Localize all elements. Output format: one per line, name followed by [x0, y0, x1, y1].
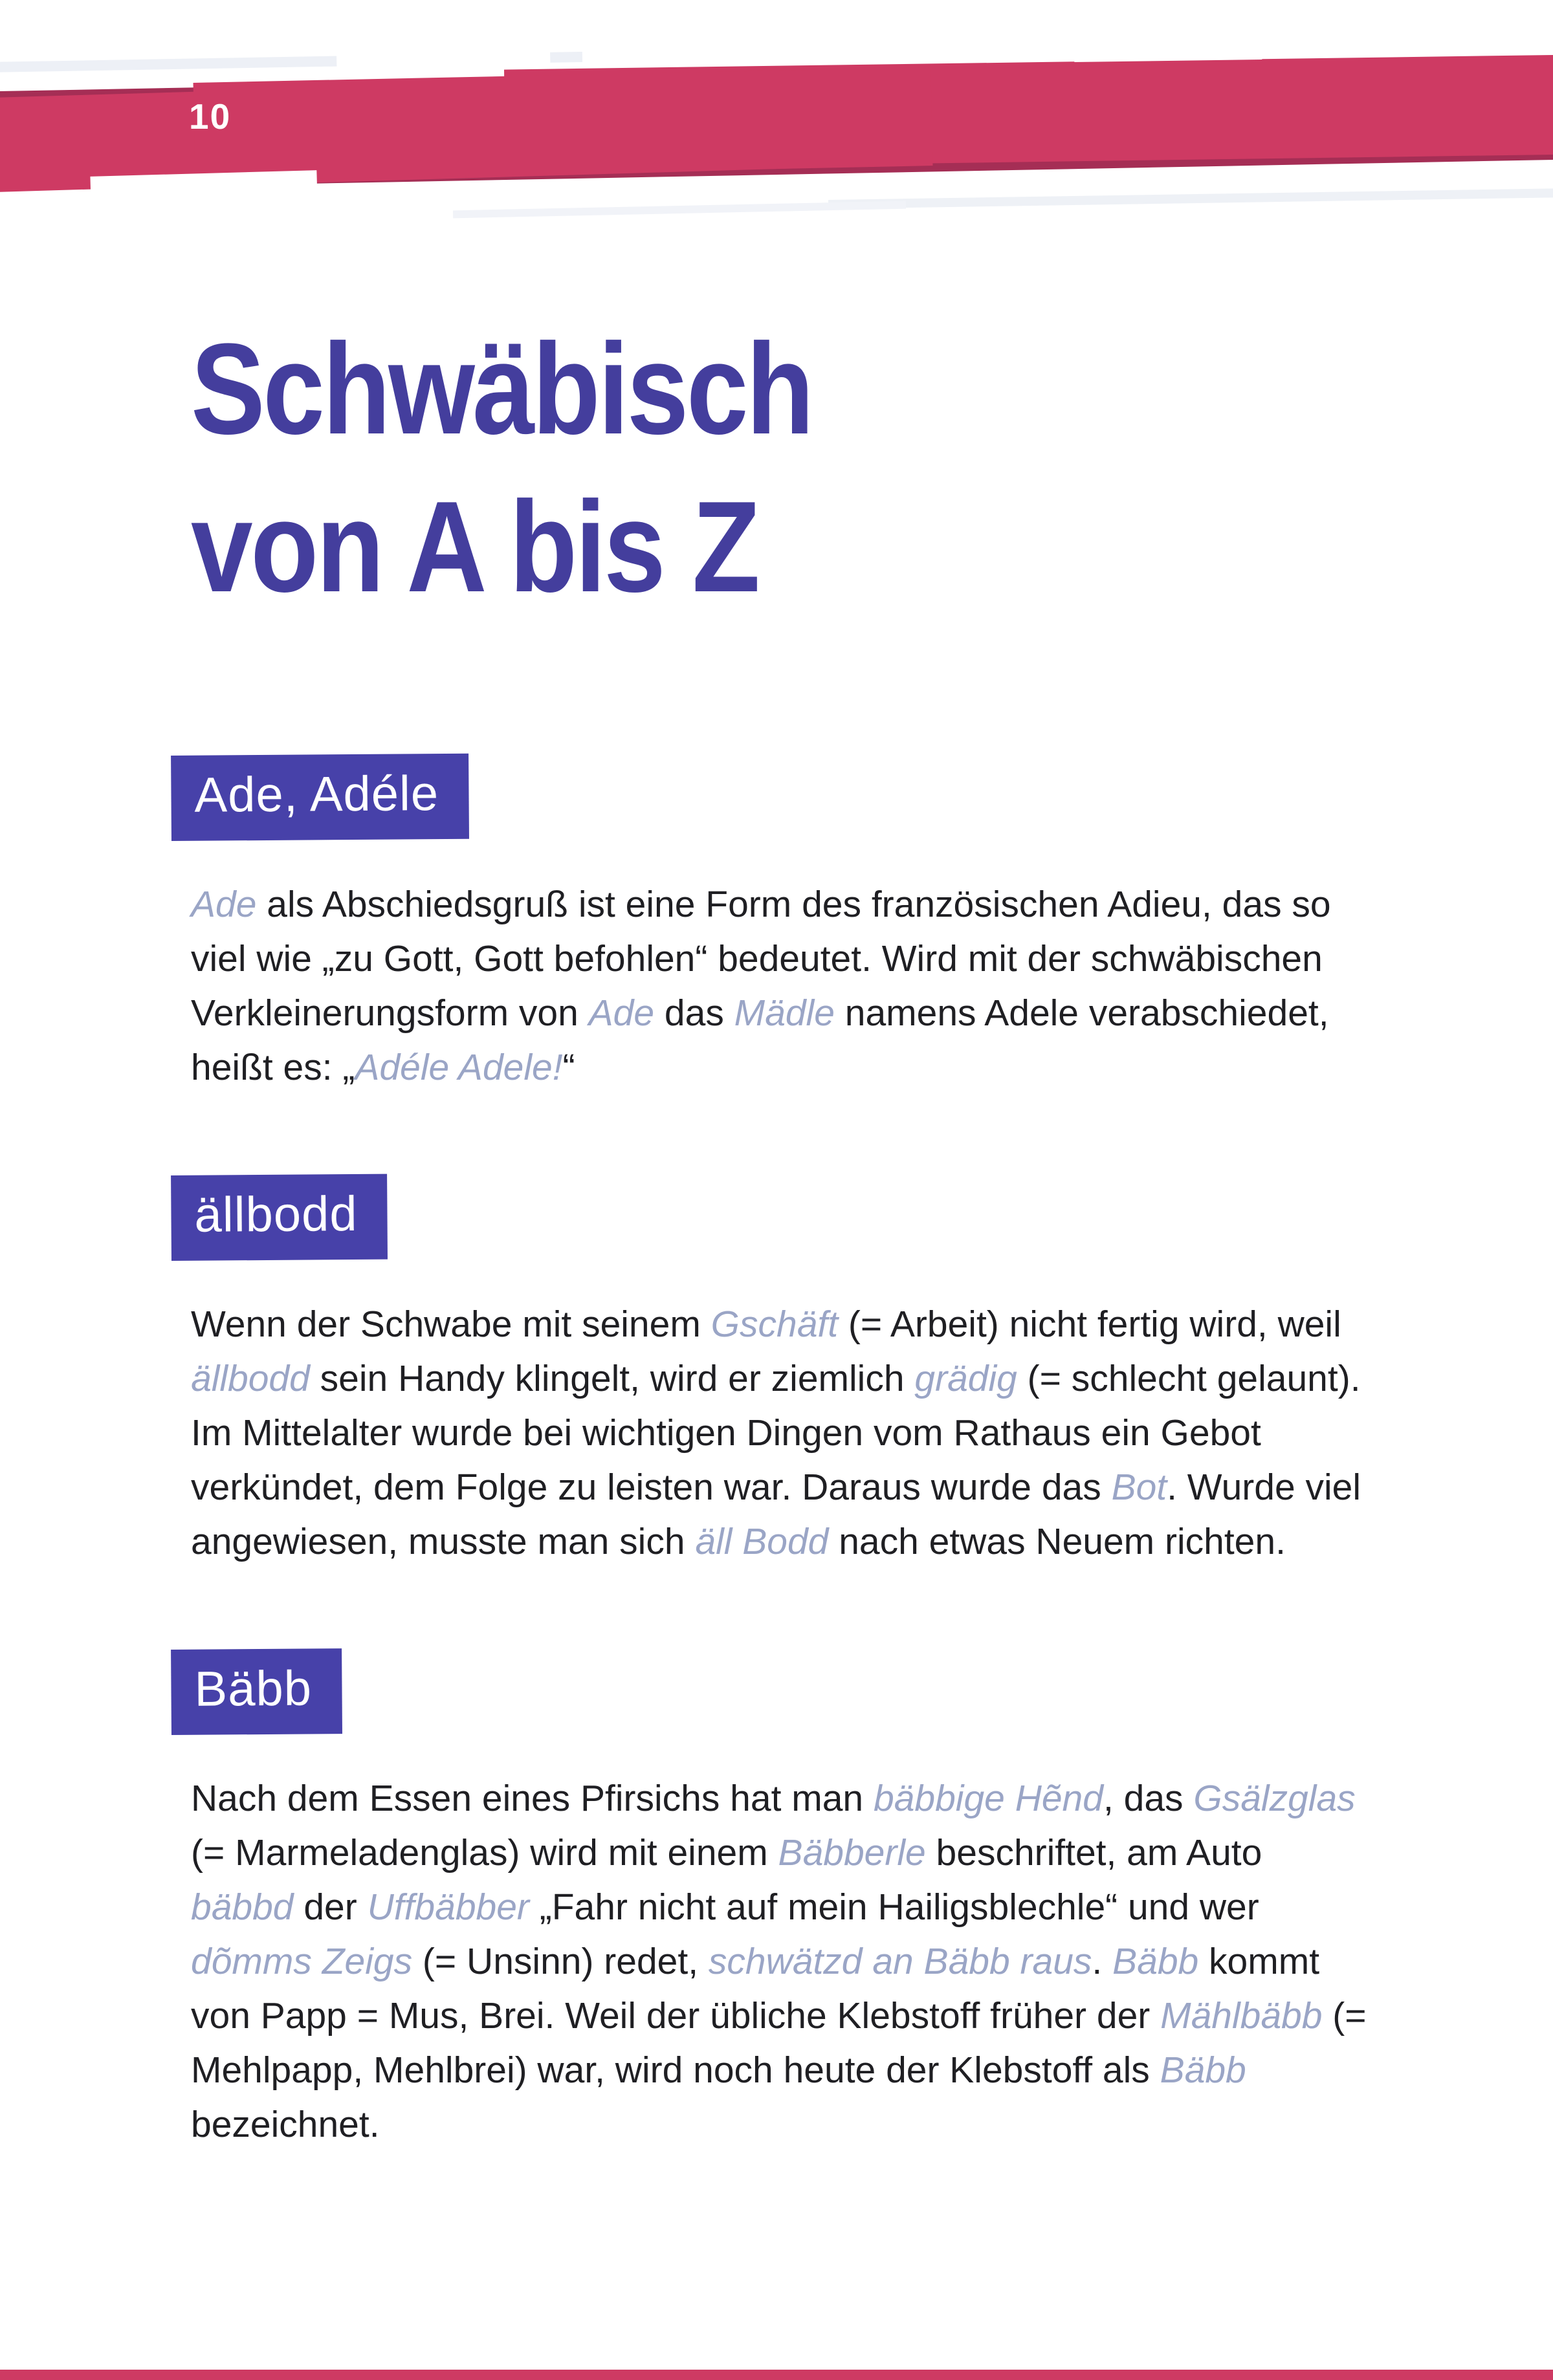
- dialect-term: Mädle: [734, 992, 835, 1034]
- body-text: (= Mehlpapp, Mehlbrei) war, wird noch heute der Klebstoff als: [191, 1995, 1367, 2091]
- body-text: Nach dem Essen eines Pfirsichs hat man: [191, 1778, 874, 1819]
- entry-paragraph: [191, 1297, 1369, 1569]
- entry-heading-row: [191, 1175, 1369, 1261]
- page-number: 10: [189, 96, 232, 136]
- dictionary-entry-baebb: [191, 1650, 1369, 2152]
- entry-paragraph: [191, 1771, 1369, 2152]
- body-text: Wenn der Schwabe mit seinem: [191, 1304, 711, 1345]
- entry-heading-row: [191, 756, 1369, 841]
- body-text: , das: [1103, 1778, 1194, 1819]
- dialect-term: Adéle Adele!: [355, 1047, 563, 1088]
- body-text: (= schlecht gelaunt). Im Mittelalter wurde bei wichtigen Dingen vom Rathaus ein Gebot verkündet, dem Folge zu leisten war. Daraus wurde das: [191, 1358, 1361, 1508]
- dialect-term: bäbbd: [191, 1886, 294, 1928]
- dictionary-entry-ade: [191, 756, 1369, 1095]
- dialect-term: Bäbb: [1112, 1941, 1199, 1982]
- dialect-term: Ade: [588, 992, 655, 1034]
- dialect-term: Bäbberle: [778, 1832, 926, 1873]
- body-text: bezeichnet.: [191, 2104, 380, 2145]
- bottom-decorative-band: [0, 2370, 1553, 2380]
- entry-heading-label: ällbodd: [194, 1186, 358, 1243]
- page-title: [191, 311, 1369, 626]
- dialect-term: dõmms Zeigs: [191, 1941, 413, 1982]
- entry-heading-box: [171, 1174, 388, 1261]
- dialect-term: schwätzd an Bäbb raus: [708, 1941, 1092, 1982]
- body-text: “: [562, 1047, 575, 1088]
- body-text: . Wurde viel angewiesen, musste man sich: [191, 1467, 1361, 1562]
- body-text: der: [293, 1886, 368, 1928]
- entry-heading-label: Bäbb: [194, 1661, 313, 1717]
- dialect-term: Mählbäbb: [1160, 1995, 1323, 2036]
- title-line-1: Schwäbisch: [191, 317, 812, 461]
- entry-heading-label: Ade, Adéle: [194, 766, 439, 823]
- entry-heading-box: [171, 754, 469, 841]
- dialect-term: Gsälzglas: [1193, 1778, 1356, 1819]
- body-text: namens Adele verabschiedet, heißt es: „: [191, 992, 1329, 1088]
- body-text: (= Arbeit) nicht fertig wird, weil: [838, 1304, 1341, 1345]
- dialect-term: ällbodd: [191, 1358, 310, 1399]
- body-text: .: [1092, 1941, 1113, 1982]
- entry-paragraph: [191, 877, 1369, 1095]
- dialect-term: Ade: [191, 884, 257, 925]
- title-line-2: von A bis Z: [191, 475, 758, 619]
- body-text: (= Marmeladenglas) wird mit einem: [191, 1832, 778, 1873]
- body-text: als Abschiedsgruß ist eine Form des französischen Adieu, das so viel wie „zu Gott, Gott befohlen“ bedeutet. Wird mit der schwäbischen Verkleinerungsform von: [191, 884, 1331, 1034]
- dialect-term: Uffbäbber: [367, 1886, 529, 1928]
- body-text: sein Handy klingelt, wird er ziemlich: [309, 1358, 915, 1399]
- dialect-term: äll Bodd: [695, 1521, 829, 1562]
- dialect-term: Bäbb: [1160, 2049, 1246, 2091]
- dialect-term: Bot: [1111, 1467, 1167, 1508]
- body-text: kommt von Papp = Mus, Brei. Weil der übliche Klebstoff früher der: [191, 1941, 1320, 2036]
- body-text: das: [654, 992, 734, 1034]
- dialect-term: bäbbige Hẽnd: [873, 1778, 1103, 1819]
- entry-heading-row: [191, 1650, 1369, 1735]
- body-text: beschriftet, am Auto: [925, 1832, 1262, 1873]
- body-text: nach etwas Neuem richten.: [828, 1521, 1286, 1562]
- dictionary-entry-aellbodd: [191, 1175, 1369, 1569]
- entry-heading-box: [171, 1648, 342, 1735]
- body-text: „Fahr nicht auf mein Hailigsblechle“ und wer: [529, 1886, 1259, 1928]
- body-text: (= Unsinn) redet,: [412, 1941, 709, 1982]
- dialect-term: grädig: [914, 1358, 1017, 1399]
- dialect-term: Gschäft: [710, 1304, 839, 1345]
